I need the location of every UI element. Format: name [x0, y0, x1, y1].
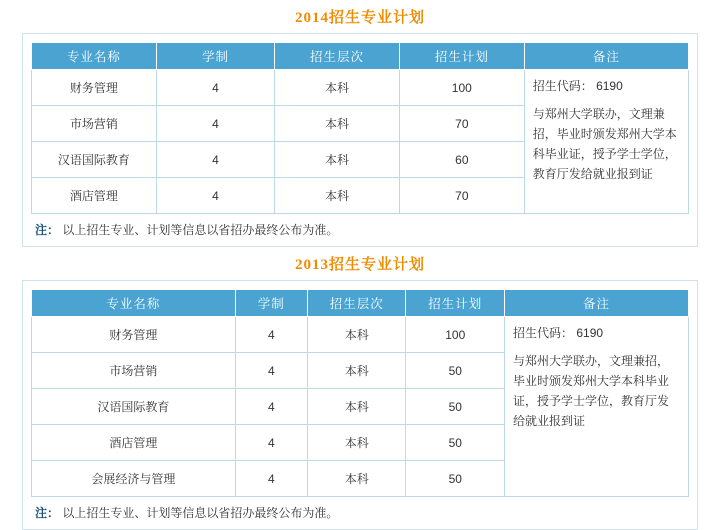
cell-years: 4 — [235, 425, 307, 461]
column-header-years: 学制 — [156, 43, 274, 70]
cell-plan: 50 — [406, 389, 505, 425]
cell-level: 本科 — [275, 70, 400, 106]
cell-years: 4 — [156, 106, 274, 142]
cell-major: 市场营销 — [32, 353, 236, 389]
footnote-2014 — [31, 214, 689, 246]
table-row — [32, 317, 689, 353]
column-header-major: 专业名称 — [32, 43, 157, 70]
footnote-2013 — [31, 497, 689, 529]
cell-level: 本科 — [275, 106, 400, 142]
cell-level: 本科 — [307, 461, 406, 497]
footnote-label: 注： — [35, 223, 60, 237]
cell-years: 4 — [156, 70, 274, 106]
cell-years: 4 — [235, 317, 307, 353]
cell-major: 酒店管理 — [32, 425, 236, 461]
cell-plan: 60 — [399, 142, 524, 178]
section-title-2014: 2014招生专业计划 — [294, 10, 425, 26]
cell-level: 本科 — [275, 178, 400, 214]
cell-plan: 70 — [399, 178, 524, 214]
cell-major: 酒店管理 — [32, 178, 157, 214]
plan-table-2014 — [31, 42, 689, 214]
cell-level: 本科 — [307, 389, 406, 425]
cell-years: 4 — [156, 178, 274, 214]
plan-panel-2014 — [22, 33, 698, 247]
column-header-level: 招生层次 — [307, 290, 406, 317]
cell-plan: 100 — [399, 70, 524, 106]
plan-panel-2013 — [22, 280, 698, 530]
cell-years: 4 — [156, 142, 274, 178]
column-header-note: 备注 — [505, 290, 689, 317]
cell-major: 财务管理 — [32, 317, 236, 353]
note-code: 招生代码： 6190 — [532, 79, 623, 93]
footnote-text: 以上招生专业、计划等信息以省招办最终公布为准。 — [62, 506, 339, 520]
cell-years: 4 — [235, 353, 307, 389]
cell-major: 会展经济与管理 — [32, 461, 236, 497]
cell-plan: 50 — [406, 353, 505, 389]
note-text: 与郑州大学联办，文理兼招，毕业时颁发郑州大学本科毕业证，授予学士学位，教育厅发给就业报到证 — [532, 107, 677, 181]
plan-table-2013 — [31, 289, 689, 497]
cell-plan: 100 — [406, 317, 505, 353]
cell-major: 汉语国际教育 — [32, 142, 157, 178]
footnote-label: 注： — [35, 506, 60, 520]
section-title-2013: 2013招生专业计划 — [294, 257, 425, 273]
note-text: 与郑州大学联办，文理兼招，毕业时颁发郑州大学本科毕业证，授予学士学位，教育厅发给就业报到证 — [513, 354, 670, 428]
cell-note — [505, 317, 689, 497]
column-header-major: 专业名称 — [32, 290, 236, 317]
cell-note — [524, 70, 688, 214]
column-header-years: 学制 — [235, 290, 307, 317]
cell-major: 汉语国际教育 — [32, 389, 236, 425]
cell-level: 本科 — [275, 142, 400, 178]
column-header-plan: 招生计划 — [399, 43, 524, 70]
note-code: 招生代码： 6190 — [513, 326, 604, 340]
column-header-level: 招生层次 — [275, 43, 400, 70]
cell-level: 本科 — [307, 317, 406, 353]
cell-level: 本科 — [307, 353, 406, 389]
cell-major: 市场营销 — [32, 106, 157, 142]
cell-plan: 50 — [406, 425, 505, 461]
footnote-text: 以上招生专业、计划等信息以省招办最终公布为准。 — [62, 223, 339, 237]
table-row — [32, 70, 689, 106]
cell-years: 4 — [235, 389, 307, 425]
cell-years: 4 — [235, 461, 307, 497]
column-header-plan: 招生计划 — [406, 290, 505, 317]
cell-plan: 50 — [406, 461, 505, 497]
table-header-row — [32, 290, 689, 317]
cell-major: 财务管理 — [32, 70, 157, 106]
column-header-note: 备注 — [524, 43, 688, 70]
cell-plan: 70 — [399, 106, 524, 142]
cell-level: 本科 — [307, 425, 406, 461]
table-header-row — [32, 43, 689, 70]
